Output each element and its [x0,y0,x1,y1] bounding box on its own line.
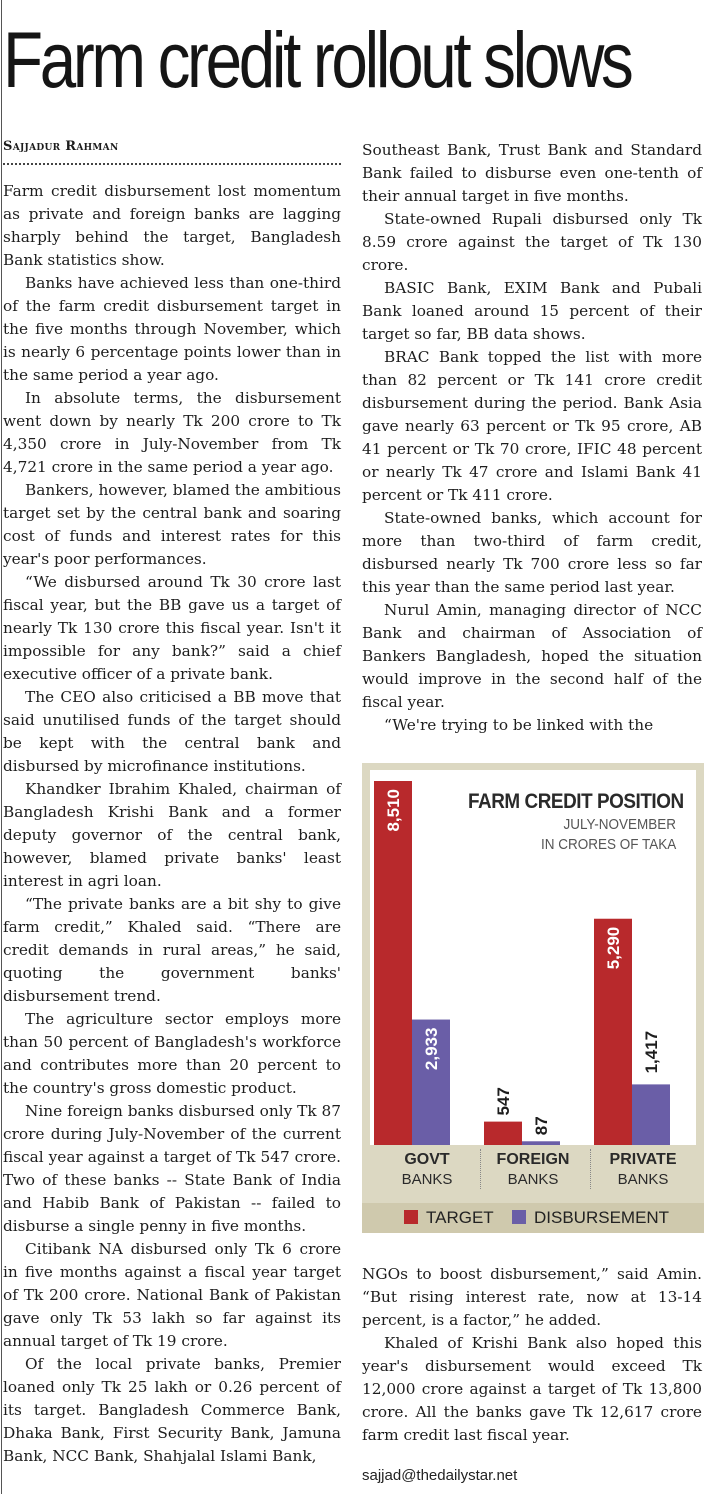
chart-legend [362,1203,704,1233]
paragraph: Nine foreign banks disbursed only Tk 87 crore during July-November of the current fiscal year against a target of Tk 547 crore. Two of these banks -- State Bank of India and Habib Bank of Pakistan -- failed to disburse a single penny in five months. [3,1102,341,1235]
disbursement-swatch [512,1210,526,1224]
farm-credit-chart [362,763,704,1233]
chart-subtitle-unit: IN CRORES OF TAKA [540,836,676,853]
chart-subtitle-period: JULY-NOVEMBER [563,816,676,833]
bar-target-foreign [484,1122,522,1145]
byline: Sajjadur Rahman [3,139,119,154]
category-label-foreign: FOREIGN BANKS [496,1151,570,1188]
chart-title: FARM CREDIT POSITION [468,790,684,813]
category-label-govt: GOVT BANKS [401,1151,453,1188]
data-label-target-govt: 8,510 [384,789,403,832]
paragraph: “We're trying to be linked with the [384,716,654,734]
paragraph: Farm credit disbursement lost momentum as private and foreign banks are lagging sharply behind the target, Bangladesh Bank statistics show. [3,182,341,269]
paragraph: Southeast Bank, Trust Bank and Standard Bank failed to disburse even one-tenth of their annual target in five months. [362,141,702,205]
paragraph: Of the local private banks, Premier loaned only Tk 25 lakh or 0.26 percent of its target. Bangladesh Commerce Bank, Dhaka Bank, First Security Bank, Jamuna Bank, NCC Bank, Shahjalal Islami Bank, [3,1355,341,1465]
paragraph: State-owned Rupali disbursed only Tk 8.59 crore against the target of Tk 130 crore. [362,210,702,274]
paragraph: BRAC Bank topped the list with more than 82 percent or Tk 141 crore credit disbursement during the period. Bank Asia gave nearly 63 percent or Tk 95 crore, AB 41 percent or Tk 70 crore, IFIC 48 percent or nearly Tk 47 crore and Islami Bank 41 percent or Tk 411 crore. [362,348,702,504]
paragraph: Khandker Ibrahim Khaled, chairman of Bangladesh Krishi Bank and a former deputy governor of the central bank, however, blamed private banks' least interest in agri loan. [3,780,341,890]
bar-target-govt [374,781,412,1145]
paragraph: The agriculture sector employs more than 50 percent of Bangladesh's workforce and contributes more than 20 percent to the country's gross domestic product. [3,1010,341,1097]
paragraph: The CEO also criticised a BB move that said unutilised funds of the target should be kept with the central bank and disbursed by microfinance institutions. [3,688,341,775]
paragraph: State-owned banks, which account for more than two-third of farm credit, disbursed nearly Tk 700 crore less so far this year than the same period last year. [362,509,702,596]
data-label-disbursement-govt: 2,933 [422,1027,441,1071]
paragraph: BASIC Bank, EXIM Bank and Pubali Bank loaned around 15 percent of their target so far, BB data shows. [362,279,702,343]
paragraph: Banks have achieved less than one-third of the farm credit disbursement target in the five months through November, which is nearly 6 percentage points lower than in the same period a year ago. [3,274,341,384]
chart-bars [362,763,704,1203]
paragraph: Citibank NA disbursed only Tk 6 crore in five months against a fiscal year target of Tk 200 crore. National Bank of Pakistan gave only Tk 53 lakh so far against its annual target of Tk 19 crore. [3,1240,341,1350]
paragraph: Khaled of Krishi Bank also hoped this year's disbursement would exceed Tk 12,000 crore against a target of Tk 13,800 crore. All the banks gave Tk 12,617 crore farm credit last fiscal year. [362,1334,702,1444]
category-label-private: PRIVATE BANKS [609,1151,677,1188]
headline: Farm credit rollout slows [3,15,631,104]
article-column-left [3,180,341,1468]
article-column-right-top [362,139,702,737]
paragraph: Nurul Amin, managing director of NCC Bank and chairman of Association of Bankers Bangladesh, hoped the situation would improve in the second half of the fiscal year. [362,601,702,711]
data-label-target-foreign: 547 [494,1087,513,1116]
legend-item-target: TARGET [404,1208,494,1228]
paragraph: NGOs to boost disbursement,” said Amin. “But rising interest rate, now at 13-14 percent, is a factor,” he added. [362,1265,702,1329]
paragraph: “We disbursed around Tk 30 crore last fiscal year, but the BB gave us a target of nearly Tk 130 crore this fiscal year. Isn't it impossible for any bank?” said a chief executive officer of a private bank. [3,573,341,683]
column-rule [1,0,2,1494]
data-label-disbursement-private: 1,417 [642,1030,661,1074]
article-column-right-bottom [362,1263,702,1447]
data-label-target-private: 5,290 [604,926,623,970]
legend-item-disbursement: DISBURSEMENT [512,1208,669,1228]
target-swatch [404,1210,418,1224]
data-label-disbursement-foreign: 87 [532,1116,551,1136]
bar-disbursement-private [632,1084,670,1145]
paragraph: “The private banks are a bit shy to give farm credit,” Khaled said. “There are credit demands in rural areas,” he said, quoting the government banks' disbursement trend. [3,895,341,1005]
paragraph: Bankers, however, blamed the ambitious target set by the central bank and soaring cost of funds and interest rates for this year's poor performances. [3,481,341,568]
byline-divider [3,163,341,165]
category-axis [370,1145,696,1193]
paragraph: In absolute terms, the disbursement went down by nearly Tk 200 crore to Tk 4,350 crore in July-November from Tk 4,721 crore in the same period a year ago. [3,389,341,476]
author-email: sajjad@thedailystar.net [362,1467,518,1484]
